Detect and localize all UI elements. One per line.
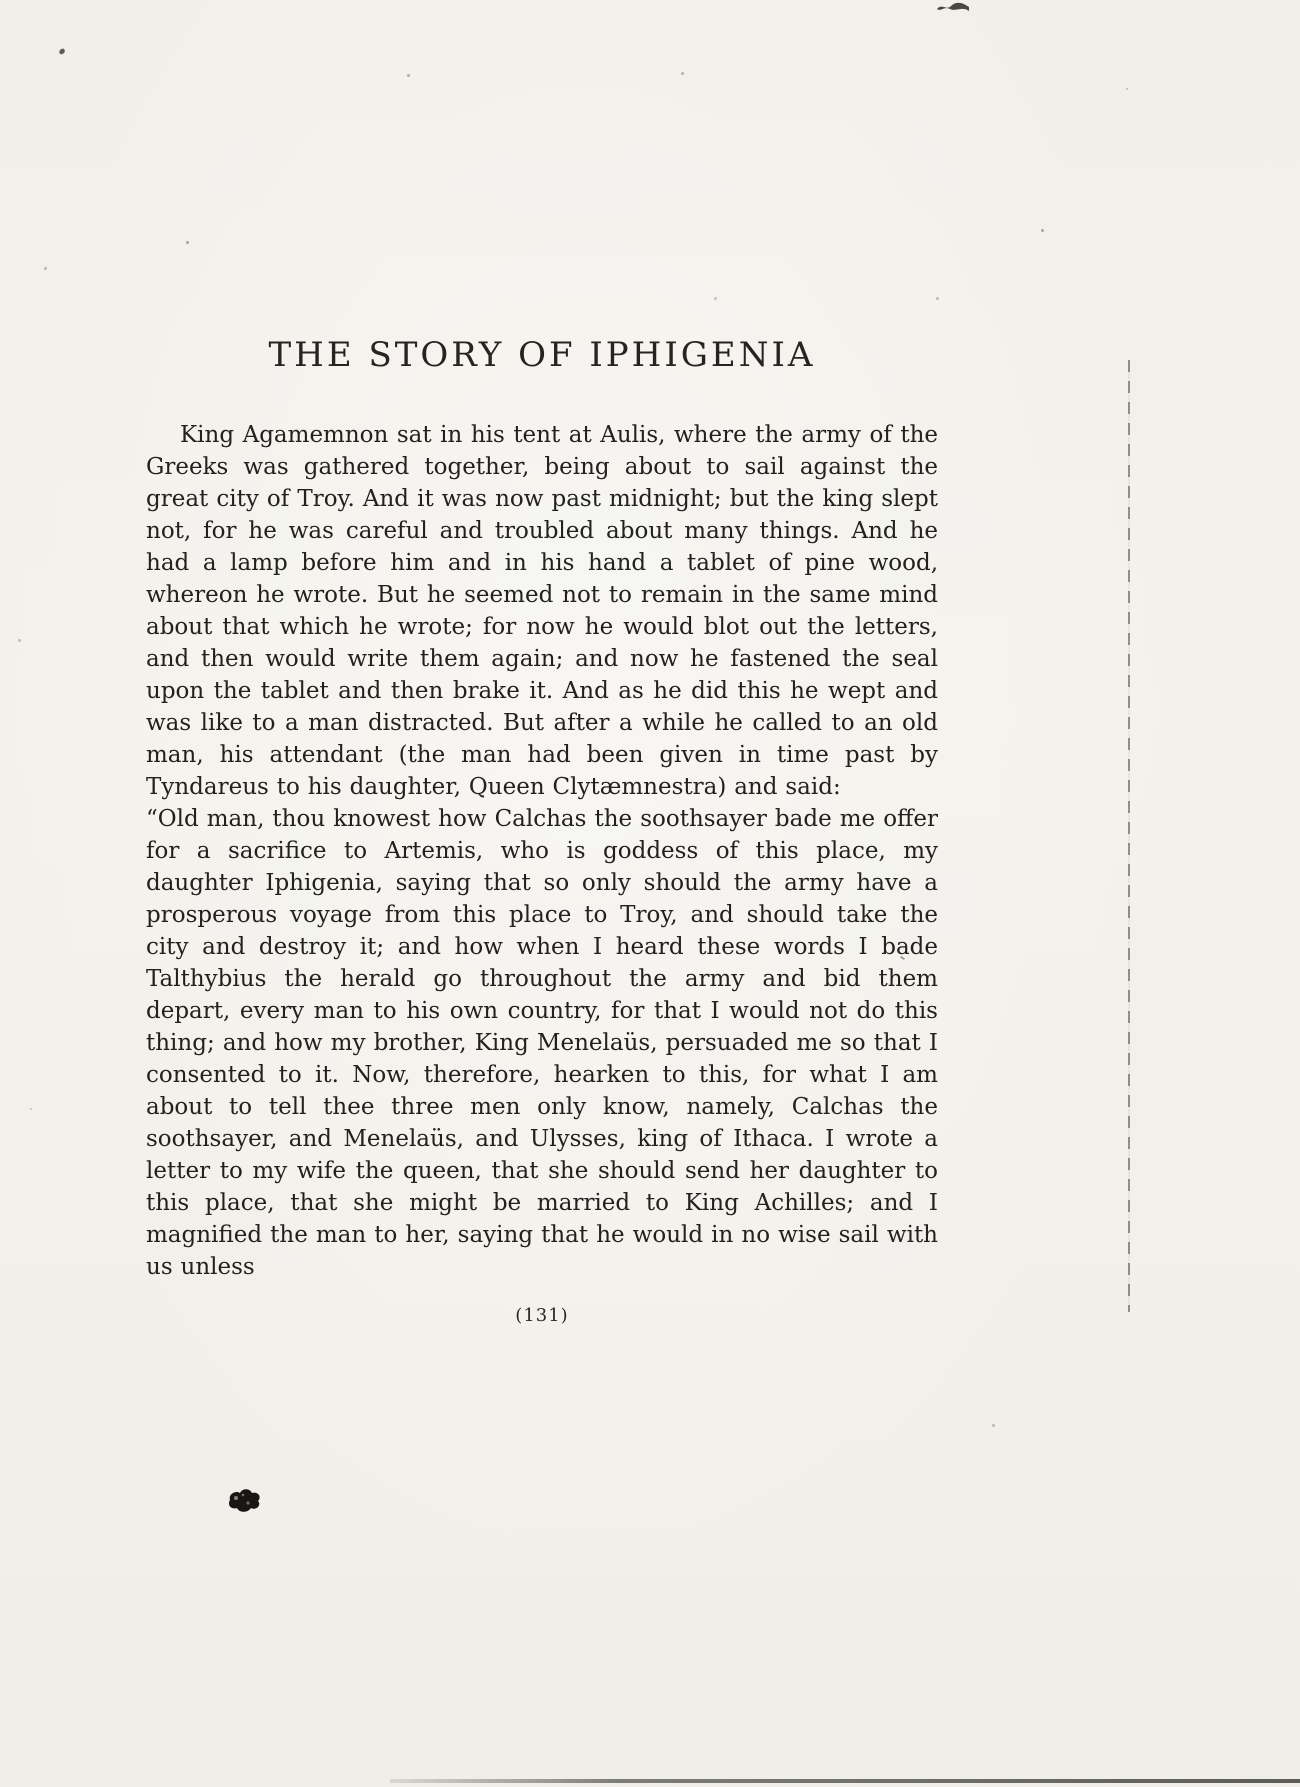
page-title: THE STORY OF IPHIGENIA — [268, 335, 816, 375]
scan-edge-bottom — [390, 1779, 1300, 1783]
scan-speck — [1126, 88, 1128, 90]
scan-speck — [58, 48, 66, 55]
scan-line-right — [1128, 360, 1130, 1312]
body-text — [146, 419, 938, 1283]
scan-speck — [992, 1424, 995, 1427]
scan-speck — [30, 1108, 32, 1110]
paragraph-2: “Old man, thou knowest how Calchas the soothsayer bade me offer for a sacrifice to Artemis, who is goddess of this place, my daughter Iphigenia, saying that so only should the army have a prosperous voyage from this place to Troy, and should take the city and destroy it; and how when I heard these words I bade Talthybius the herald go throughout the army and bid them depart, every man to his own country, for that I would not do this thing; and how my brother, King Menelaüs, persuaded me so that I consented to it. Now, therefore, hearken to this, for what I am about to tell thee three men only know, namely, Calchas the soothsayer, and Menelaüs, and Ulysses, king of Ithaca. I wrote a letter to my wife the queen, that she should send her daughter to this place, that she might be married to King Achilles; and I magnified the man to her, saying that he would in no wise sail with us unless — [146, 806, 938, 1280]
scan-corner-mark — [936, 0, 970, 19]
scan-speck — [44, 267, 47, 270]
ink-smudge — [224, 1486, 264, 1518]
book-page — [146, 0, 938, 1326]
scan-speck — [1041, 229, 1044, 232]
scan-speck — [18, 639, 21, 642]
paragraph-1: King Agamemnon sat in his tent at Aulis, where the army of the Greeks was gathered together, being about to sail against the great city of Troy. And it was now past midnight; but the king slept not, for he was careful and troubled about many things. And he had a lamp before him and in his hand a tablet of pine wood, whereon he wrote. But he seemed not to remain in the same mind about that which he wrote; for now he would blot out the letters, and then would write them again; and now he fastened the seal upon the tablet and then brake it. And as he did this he wept and was like to a man distracted. But after a while he called to an old man, his attendant (the man had been given in time past by Tyndareus to his daughter, Queen Clytæmnestra) and said: — [146, 422, 938, 800]
page-number: (131) — [515, 1305, 569, 1326]
